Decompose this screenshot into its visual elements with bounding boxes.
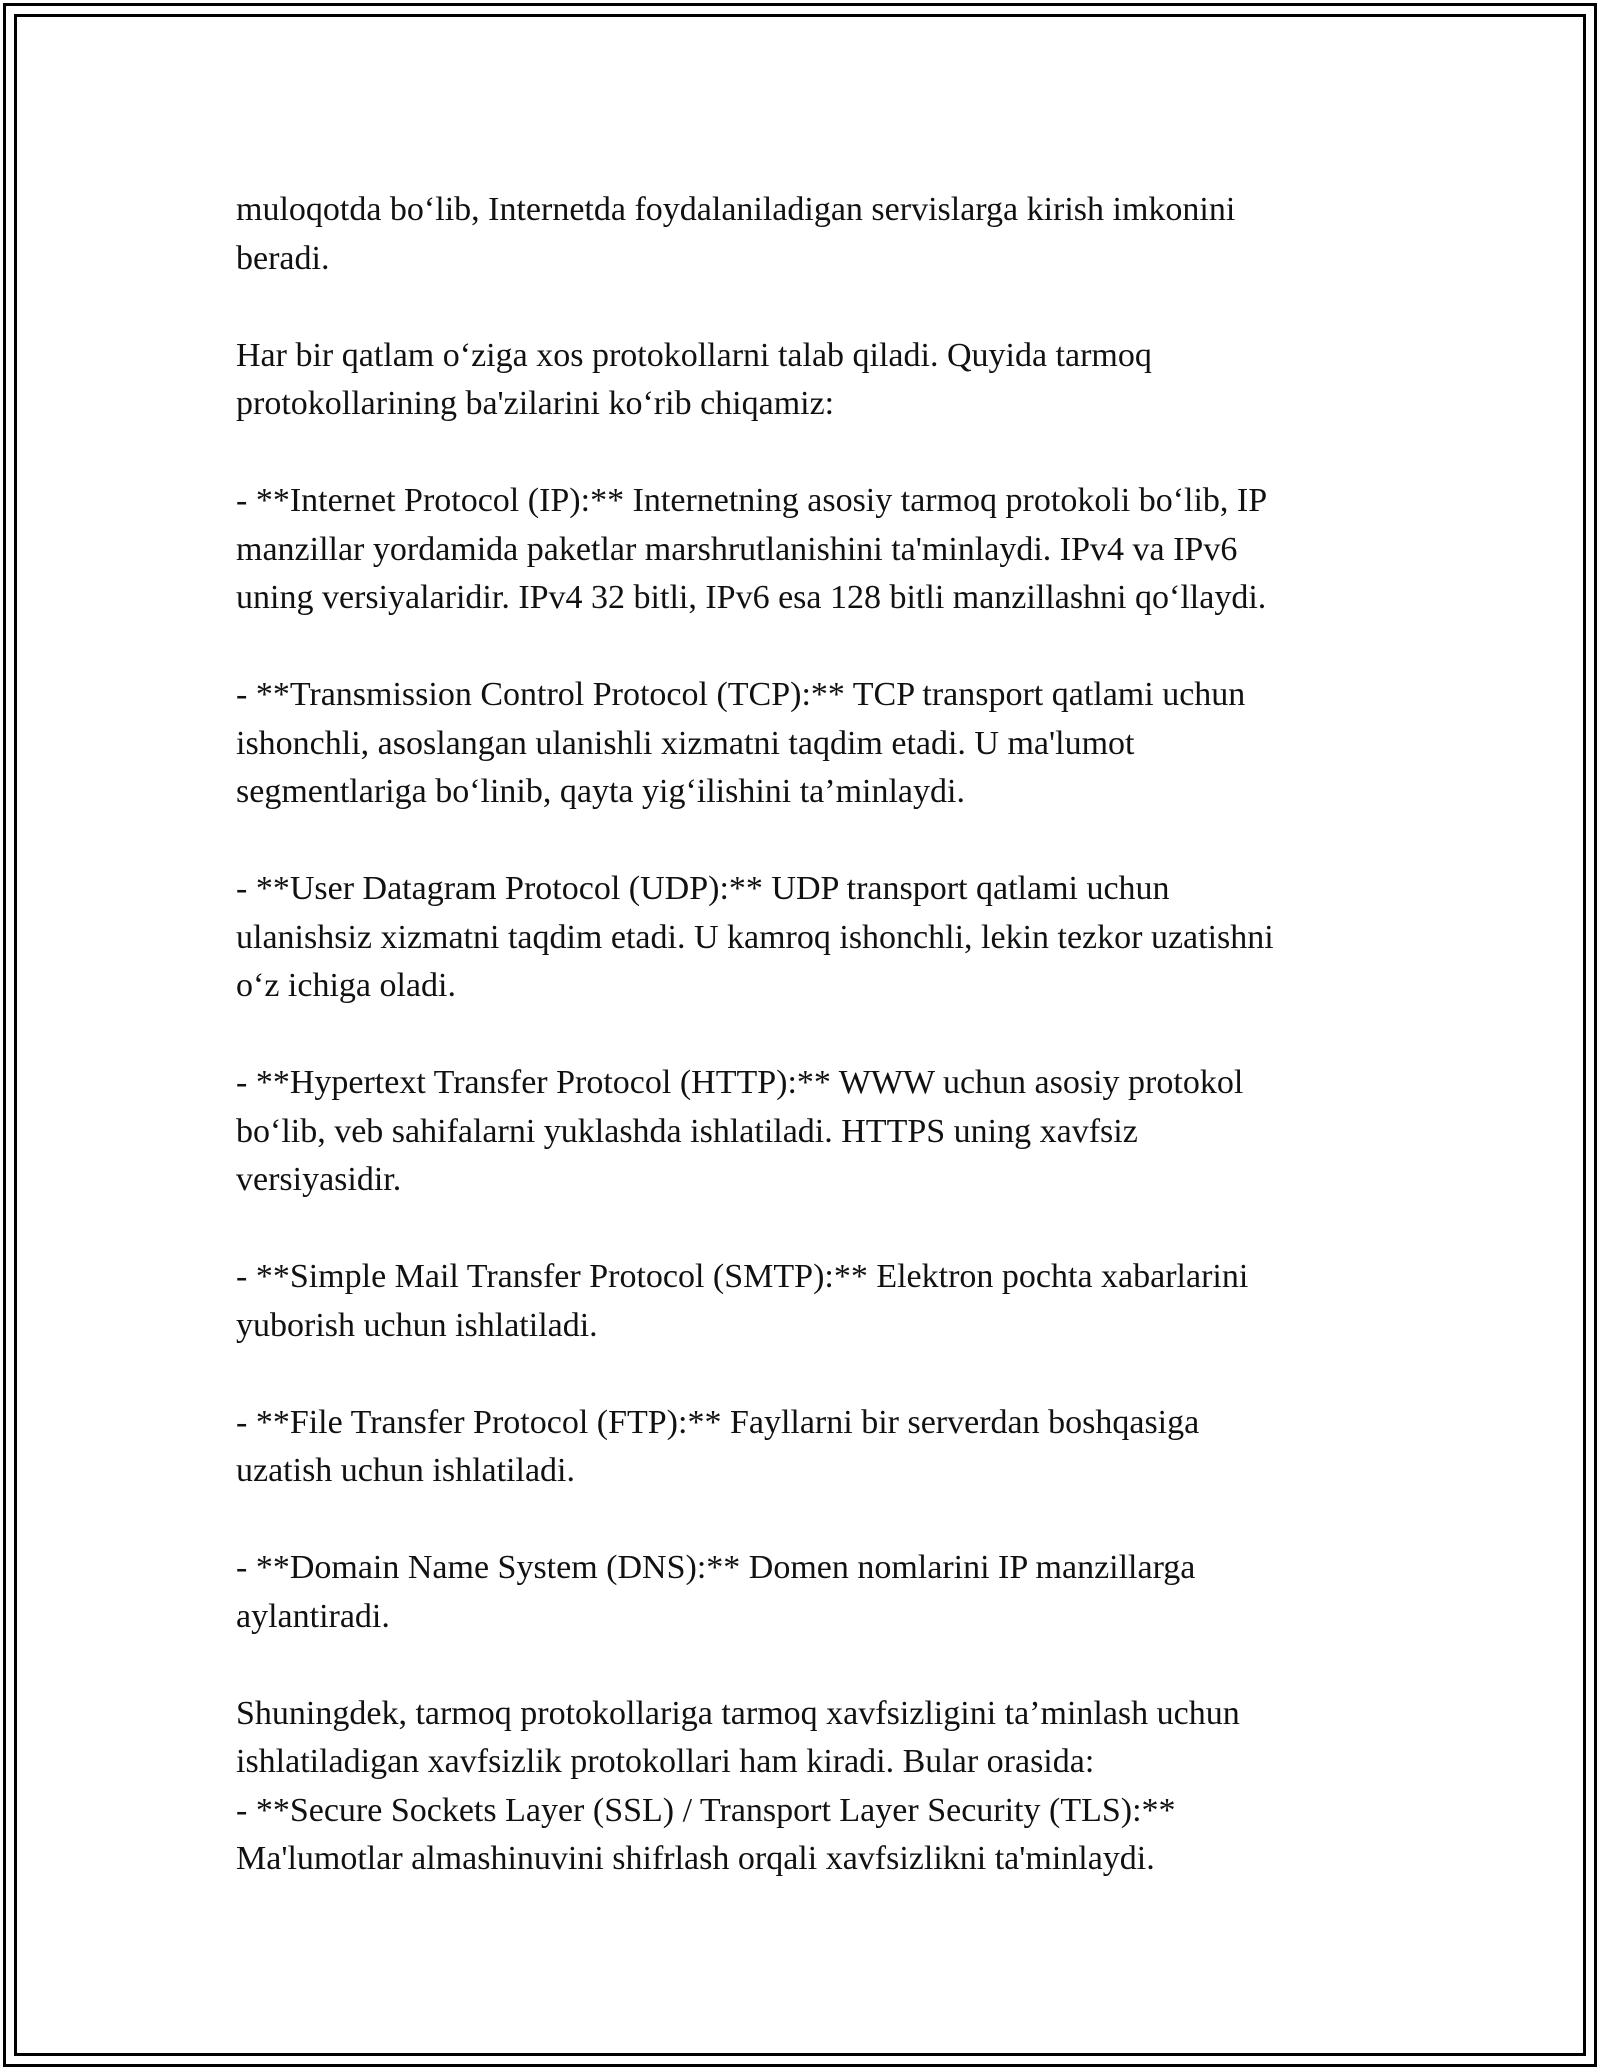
paragraph-intro-continuation	[236, 186, 1376, 283]
list-item-smtp	[236, 1253, 1376, 1350]
text-line: muloqotda bo‘lib, Internetda foydalaniladigan servislarga kirish imkonini	[236, 191, 1236, 228]
text-line: ishlatiladigan xavfsizlik protokollari ham kiradi. Bular orasida:	[236, 1743, 1095, 1780]
text-line: uning versiyalaridir. IPv4 32 bitli, IPv6 esa 128 bitli manzillashni qo‘llaydi.	[236, 579, 1267, 616]
paragraph-protocols-intro	[236, 332, 1376, 429]
text-line: aylantiradi.	[236, 1597, 390, 1635]
text-line: - **Secure Sockets Layer (SSL) / Transport Layer Security (TLS):**	[236, 1791, 1176, 1829]
text-line: protokollarining ba'zilarini ko‘rib chiqamiz:	[236, 385, 835, 422]
text-line: - **Simple Mail Transfer Protocol (SMTP):** Elektron pochta xabarlarini	[236, 1258, 1249, 1295]
list-item-udp	[236, 865, 1376, 1011]
text-line: Ma'lumotlar almashinuvini shifrlash orqali xavfsizlikni ta'minlaydi.	[236, 1840, 1155, 1877]
text-line: bo‘lib, veb sahifalarni yuklashda ishlatiladi. HTTPS uning xavfsiz	[236, 1112, 1138, 1150]
list-item-dns	[236, 1544, 1376, 1641]
list-item-http	[236, 1059, 1376, 1205]
text-line: ishonchli, asoslangan ulanishli xizmatni taqdim etadi. U ma'lumot	[236, 724, 1135, 762]
text-line: Shuningdek, tarmoq protokollariga tarmoq xavfsizligini ta’minlash uchun	[236, 1694, 1240, 1732]
text-line: Har bir qatlam o‘ziga xos protokollarni talab qiladi. Quyida tarmoq	[236, 336, 1152, 374]
text-line: segmentlariga bo‘linib, qayta yig‘ilishini ta’minlaydi.	[236, 773, 965, 810]
list-item-ftp	[236, 1399, 1376, 1496]
paragraph-security-protocols	[236, 1690, 1376, 1884]
list-item-ip	[236, 477, 1376, 623]
text-line: ulanishsiz xizmatni taqdim etadi. U kamroq ishonchli, lekin tezkor uzatishni	[236, 918, 1274, 956]
list-item-tcp	[236, 671, 1376, 817]
text-line: - **User Datagram Protocol (UDP):** UDP transport qatlami uchun	[236, 870, 1170, 907]
text-line: - **Internet Protocol (IP):** Internetning asosiy tarmoq protokoli bo‘lib, IP	[236, 482, 1268, 519]
text-line: - **Hypertext Transfer Protocol (HTTP):** WWW uchun asosiy protokol	[236, 1064, 1244, 1101]
text-line: - **Transmission Control Protocol (TCP):** TCP transport qatlami uchun	[236, 676, 1246, 713]
text-line: yuborish uchun ishlatiladi.	[236, 1306, 598, 1344]
text-line: o‘z ichiga oladi.	[236, 967, 456, 1004]
text-line: - **File Transfer Protocol (FTP):** Fayllarni bir serverdan boshqasiga	[236, 1403, 1200, 1441]
document-body	[236, 186, 1376, 1884]
text-line: uzatish uchun ishlatiladi.	[236, 1452, 575, 1489]
text-line: manzillar yordamida paketlar marshrutlanishini ta'minlaydi. IPv4 va IPv6	[236, 530, 1238, 568]
text-line: - **Domain Name System (DNS):** Domen nomlarini IP manzillarga	[236, 1549, 1196, 1586]
text-line: beradi.	[236, 239, 330, 277]
text-line: versiyasidir.	[236, 1161, 402, 1198]
